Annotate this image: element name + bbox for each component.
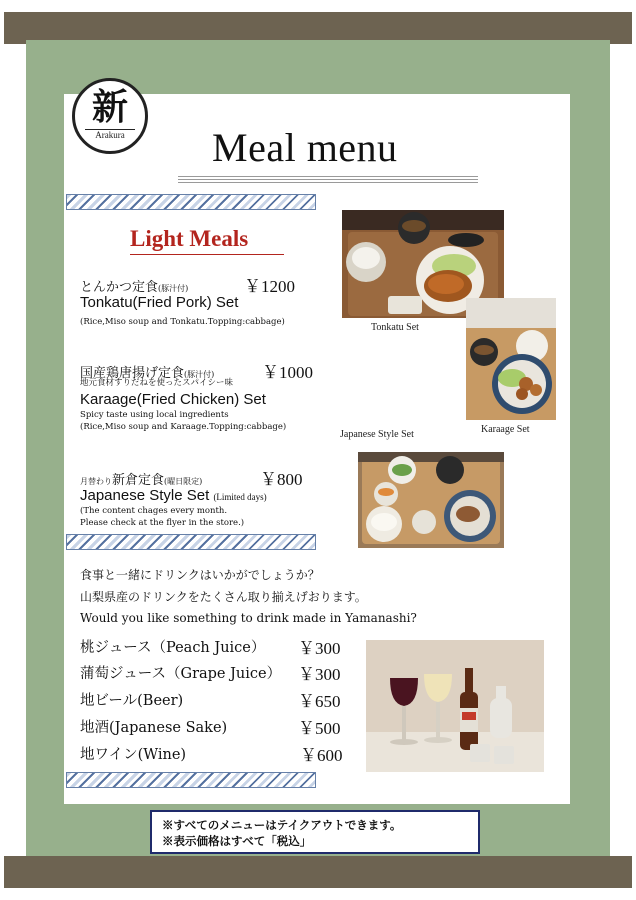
- meal-japanese-jp: [80, 469, 202, 488]
- logo-text: Arakura: [85, 129, 135, 140]
- meal-tonkatu-desc: (Rice,Miso soup and Tonkatu.Topping:cabbage): [80, 317, 285, 327]
- meal-tonkatu-name-jp: とんかつ定食: [80, 280, 159, 295]
- wave-band-middle: [66, 534, 316, 550]
- bottom-rod: [4, 856, 632, 888]
- meal-japanese-prefix-jp: 月替わり: [80, 477, 112, 486]
- meal-tonkatu-jp: [80, 276, 188, 295]
- footer-note-tax: ※表示価格はすべて「税込」: [162, 834, 312, 848]
- drink-peach-price: ￥300: [298, 639, 341, 658]
- wave-band-top: [66, 194, 316, 210]
- meal-japanese-name-en-note: (Limited days): [213, 492, 267, 502]
- tonkatu-set-caption: Tonkatu Set: [371, 322, 419, 333]
- meal-karaage-desc-1: Spicy taste using local ingredients: [80, 410, 229, 420]
- drinks-illustration: [366, 640, 544, 772]
- logo-kanji: 新: [91, 86, 128, 128]
- footer-notice: [150, 810, 480, 854]
- meal-tonkatu-note-jp: (豚汁付): [158, 284, 189, 293]
- section-title: Light Meals: [130, 226, 249, 251]
- arakura-logo: [72, 78, 148, 154]
- drinks-intro-jp-1: 食事と一緒にドリンクはいかがでしょうか？: [80, 568, 320, 582]
- footer-note-takeout: ※すべてのメニューはテイクアウトできます。: [162, 818, 402, 832]
- meal-japanese-desc-1: (The content chages every month.: [80, 506, 228, 516]
- karaage-set-caption: Karaage Set: [481, 424, 530, 435]
- drink-beer-name: 地ビール(Beer): [80, 693, 184, 709]
- meal-karaage-desc-2: (Rice,Miso soup and Karaage.Topping:cabbage): [80, 422, 287, 432]
- meal-japanese-note-jp: (曜日限定): [164, 477, 203, 486]
- drink-beer-price: ￥650: [298, 692, 341, 711]
- meal-karaage-name-en: Karaage(Fried Chicken) Set: [80, 391, 266, 408]
- drink-sake-name: 地酒(Japanese Sake): [80, 720, 228, 736]
- page-title: Meal menu: [212, 125, 398, 170]
- drinks-intro-jp-2: 山梨県産のドリンクをたくさん取り揃えげおります。: [80, 590, 367, 604]
- drink-wine-name: 地ワイン(Wine): [80, 747, 187, 763]
- japanese-set-caption: Japanese Style Set: [340, 429, 414, 440]
- title-rule-2: [178, 179, 478, 180]
- drink-grape-price: ￥300: [298, 665, 341, 684]
- drinks-intro-en: Would you like something to drink made in Yamanashi?: [80, 611, 417, 625]
- meal-karaage-price: ￥1000: [262, 363, 313, 382]
- drink-sake-price: ￥500: [298, 719, 341, 738]
- meal-japanese-name-jp: 新倉定食: [112, 473, 165, 488]
- japanese-set-photo: [358, 452, 504, 548]
- karaage-set-photo: [466, 298, 556, 420]
- drinks-photo: [366, 640, 544, 772]
- title-rule-3: [178, 182, 478, 183]
- meal-karaage-sub-jp: 地元食材すりだねを使ったスパイシー味: [80, 378, 234, 388]
- meal-japanese-name-en-row: [80, 487, 267, 504]
- karaage-set-illustration: [466, 298, 556, 420]
- drink-grape-name: 蒲萄ジュース（Grape Juice）: [80, 666, 282, 682]
- drink-wine-price: ￥600: [300, 746, 343, 765]
- meal-tonkatu-price: ￥1200: [244, 277, 295, 296]
- meal-tonkatu-name-en: Tonkatu(Fried Pork) Set: [80, 294, 239, 311]
- meal-karaage-note-jp: (豚汁付): [184, 370, 215, 379]
- meal-japanese-name-en: Japanese Style Set: [80, 487, 210, 504]
- meal-karaage-name-jp: 国産鶏唐揚げ定食: [80, 366, 185, 381]
- section-title-underline: [130, 254, 284, 255]
- japanese-set-illustration: [358, 452, 504, 548]
- drink-peach-name: 桃ジュース（Peach Juice）: [80, 640, 266, 656]
- meal-japanese-desc-2: Please check at the flyer in the store.): [80, 518, 245, 528]
- title-rule-1: [178, 176, 478, 177]
- wave-band-bottom: [66, 772, 316, 788]
- meal-japanese-price: ￥800: [260, 470, 303, 489]
